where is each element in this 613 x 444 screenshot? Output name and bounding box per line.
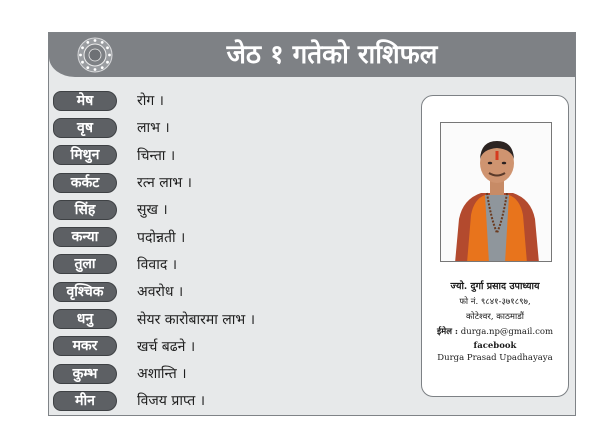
list-item xyxy=(53,223,255,250)
prediction-text: विवाद । xyxy=(137,256,178,273)
sign-badge: मेष xyxy=(53,91,117,111)
portrait-image xyxy=(441,123,552,262)
list-item xyxy=(53,87,255,114)
list-item xyxy=(53,387,255,414)
list-item xyxy=(53,333,255,360)
prediction-text: रोग । xyxy=(137,93,164,110)
sign-badge: मीन xyxy=(53,391,117,411)
prediction-text: अवरोध । xyxy=(137,284,184,301)
prediction-text: खर्च बढने । xyxy=(137,338,196,355)
sign-badge: मिथुन xyxy=(53,145,117,165)
facebook-name[interactable]: Durga Prasad Upadhayaya xyxy=(437,353,553,363)
prediction-text: लाभ । xyxy=(137,120,170,137)
prediction-text: अशान्ति । xyxy=(137,366,187,383)
sign-badge: सिंह xyxy=(53,200,117,220)
astrologer-info xyxy=(422,278,568,364)
prediction-text: विजय प्राप्त । xyxy=(137,393,206,410)
sign-badge: वृष xyxy=(53,118,117,138)
email-line xyxy=(422,325,568,340)
header-bar xyxy=(49,33,575,77)
prediction-text: रत्न लाभ । xyxy=(137,175,192,192)
prediction-text: पदोन्नती । xyxy=(137,229,186,246)
email-link[interactable]: durga.np@gmail.com xyxy=(460,327,554,337)
list-item xyxy=(53,196,255,223)
sign-badge: कन्या xyxy=(53,227,117,247)
sign-badge: मकर xyxy=(53,336,117,356)
sign-badge: कर्कट xyxy=(53,173,117,193)
astrologer-photo xyxy=(440,122,552,262)
horoscope-panel xyxy=(48,32,576,416)
list-item xyxy=(53,114,255,141)
sign-badge: तुला xyxy=(53,254,117,274)
astrologer-address: कोटेश्वर, काठमाडौं xyxy=(466,312,524,322)
astrologer-card xyxy=(421,95,569,397)
page-title: जेठ १ गतेको राशिफल xyxy=(226,40,438,70)
list-item xyxy=(53,360,255,387)
list-item xyxy=(53,169,255,196)
prediction-text: चिन्ता । xyxy=(137,147,176,164)
horoscope-list xyxy=(53,87,255,415)
list-item xyxy=(53,278,255,305)
sign-badge: कुम्भ xyxy=(53,364,117,384)
prediction-text: सुख । xyxy=(137,202,168,219)
sign-badge: धनु xyxy=(53,309,117,329)
email-label: ईमेल : xyxy=(436,327,459,337)
list-item xyxy=(53,142,255,169)
list-item xyxy=(53,251,255,278)
astrologer-name: ज्यो. दुर्गा प्रसाद उपाध्याय xyxy=(450,281,540,292)
astrologer-phone: फो नं. ९८४१-३७१८९७, xyxy=(459,297,531,307)
sign-badge: वृश्चिक xyxy=(53,282,117,302)
facebook-label: facebook xyxy=(473,341,517,351)
list-item xyxy=(53,305,255,332)
prediction-text: सेयर कारोबारमा लाभ । xyxy=(137,311,256,328)
